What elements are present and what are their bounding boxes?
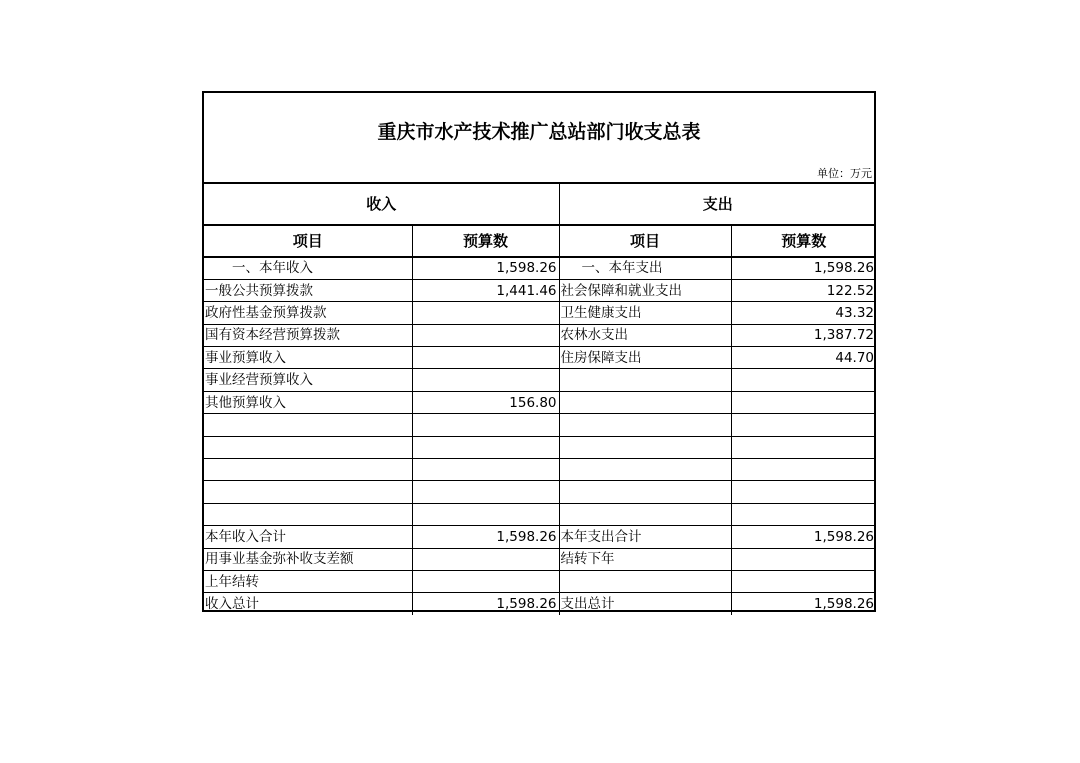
expense-amount-cell [731,548,876,570]
income-item-cell: 事业预算收入 [204,347,412,369]
table-row [204,347,876,369]
expense-item-cell [559,369,731,391]
table-row [204,503,876,525]
expense-amount-cell [731,459,876,481]
income-amount-cell: 156.80 [412,391,559,413]
income-amount-cell [412,503,559,525]
expense-item-cell: 卫生健康支出 [559,302,731,324]
table-row [204,391,876,413]
income-item-cell: 一般公共预算拨款 [204,279,412,301]
table-row [204,481,876,503]
expense-amount-cell [731,570,876,592]
expense-item-cell [559,481,731,503]
expense-amount-cell [731,436,876,458]
income-amount-cell [412,570,559,592]
income-amount-cell [412,347,559,369]
table-row [204,593,876,615]
income-amount-cell [412,481,559,503]
expense-amount-cell: 1,598.26 [731,526,876,548]
expense-item-cell: 一、本年支出 [559,257,731,279]
income-item-cell: 国有资本经营预算拨款 [204,324,412,346]
income-amount-cell [412,324,559,346]
expense-item-cell: 本年支出合计 [559,526,731,548]
income-amount-cell [412,548,559,570]
table-row [204,324,876,346]
table-row [204,570,876,592]
budget-table [204,182,876,615]
table-row [204,436,876,458]
expense-amount-cell [731,481,876,503]
table-row [204,257,876,279]
header-expense-amount: 预算数 [731,225,876,257]
expense-amount-cell [731,503,876,525]
income-amount-cell: 1,441.46 [412,279,559,301]
expense-amount-cell [731,391,876,413]
expense-item-cell: 支出总计 [559,593,731,615]
income-item-cell: 上年结转 [204,570,412,592]
table-row [204,526,876,548]
table-row [204,414,876,436]
expense-item-cell [559,391,731,413]
income-amount-cell [412,369,559,391]
section-expense: 支出 [559,183,876,225]
income-amount-cell [412,302,559,324]
expense-item-cell [559,570,731,592]
income-amount-cell: 1,598.26 [412,593,559,615]
expense-item-cell [559,414,731,436]
header-income-item: 项目 [204,225,412,257]
expense-item-cell: 住房保障支出 [559,347,731,369]
income-item-cell [204,459,412,481]
expense-amount-cell: 1,387.72 [731,324,876,346]
section-income: 收入 [204,183,559,225]
income-item-cell: 政府性基金预算拨款 [204,302,412,324]
budget-sheet [202,91,876,612]
income-item-cell [204,436,412,458]
income-item-cell: 本年收入合计 [204,526,412,548]
expense-item-cell [559,459,731,481]
income-item-cell [204,481,412,503]
income-amount-cell [412,436,559,458]
income-item-cell [204,503,412,525]
expense-amount-cell: 1,598.26 [731,257,876,279]
income-amount-cell: 1,598.26 [412,526,559,548]
expense-amount-cell: 44.70 [731,347,876,369]
unit-label: 单位：万元 [817,167,872,180]
expense-item-cell [559,436,731,458]
expense-item-cell: 结转下年 [559,548,731,570]
expense-amount-cell: 1,598.26 [731,593,876,615]
header-income-amount: 预算数 [412,225,559,257]
income-item-cell: 事业经营预算收入 [204,369,412,391]
table-row [204,302,876,324]
expense-item-cell: 社会保障和就业支出 [559,279,731,301]
table-row [204,369,876,391]
expense-amount-cell: 43.32 [731,302,876,324]
expense-item-cell: 农林水支出 [559,324,731,346]
expense-item-cell [559,503,731,525]
table-row [204,548,876,570]
header-expense-item: 项目 [559,225,731,257]
expense-amount-cell [731,414,876,436]
table-row [204,279,876,301]
expense-amount-cell: 122.52 [731,279,876,301]
income-amount-cell [412,459,559,481]
page-title: 重庆市水产技术推广总站部门收支总表 [377,121,701,143]
expense-amount-cell [731,369,876,391]
income-item-cell: 其他预算收入 [204,391,412,413]
income-item-cell: 一、本年收入 [204,257,412,279]
income-item-cell: 收入总计 [204,593,412,615]
table-row [204,459,876,481]
income-item-cell [204,414,412,436]
income-amount-cell [412,414,559,436]
income-item-cell: 用事业基金弥补收支差额 [204,548,412,570]
section-header-row [204,183,876,225]
column-header-row [204,225,876,257]
income-amount-cell: 1,598.26 [412,257,559,279]
title-block [204,93,874,183]
